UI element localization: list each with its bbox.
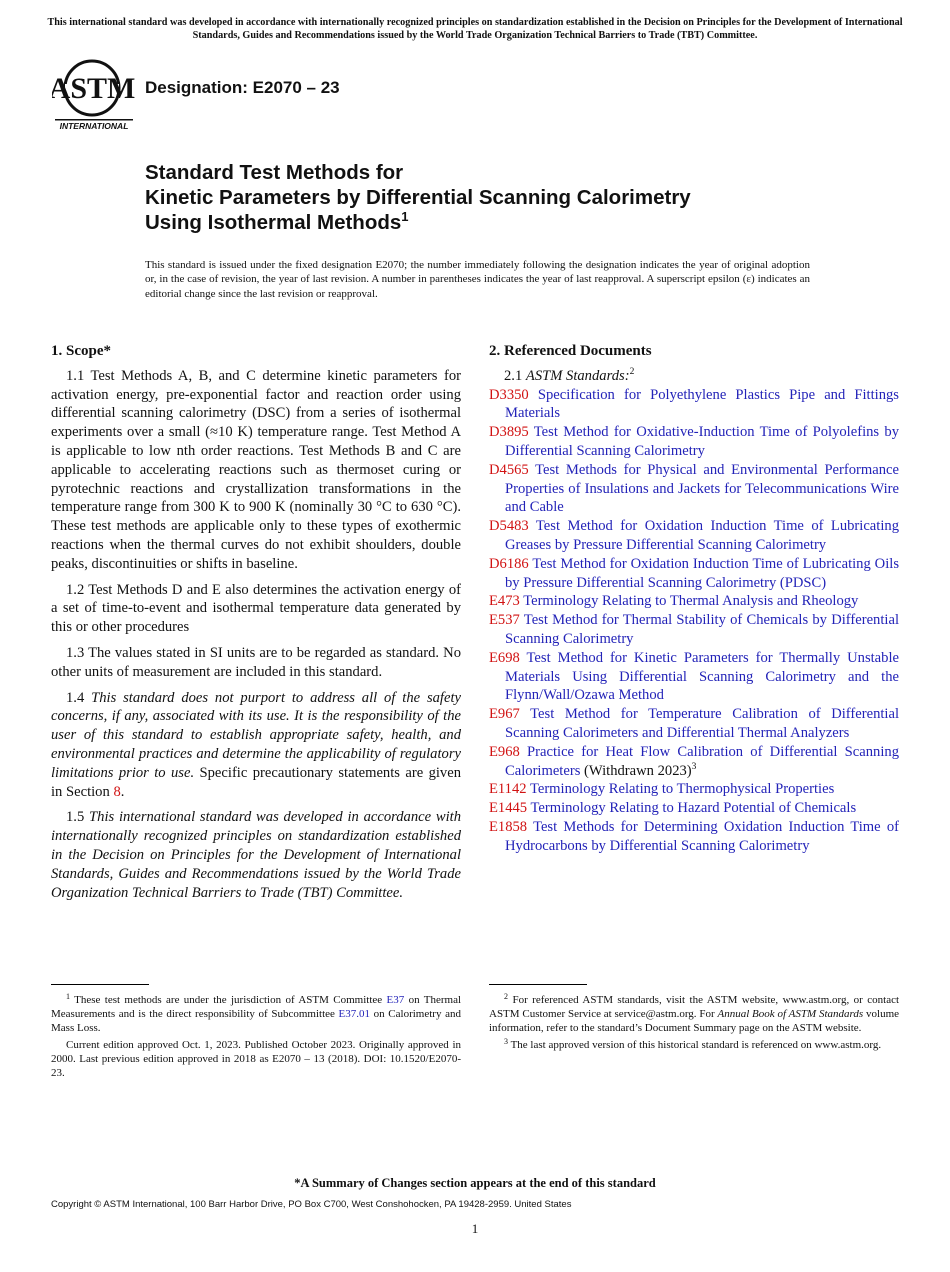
reference-title-link[interactable]: Test Methods for Physical and Environmental Performance Properties of Insulations and Jackets for Telecommunications Wire and Cable <box>505 461 899 516</box>
document-title <box>145 160 845 235</box>
scope-paragraph-1-4: 1.4 This standard does not purport to address all of the safety concerns, if any, associated with its use. It is the responsibility of the user of this standard to establish appropriate safety, health, and environmental practices and determine the applicability of regulatory limitations prior to use. Specific precautionary statements are given in Section 8. <box>51 689 461 800</box>
references-heading: 2. Referenced Documents <box>489 343 652 359</box>
reference-title-link[interactable]: Terminology Relating to Thermal Analysis and Rheology <box>523 593 859 610</box>
reference-code-link[interactable]: D5483 <box>489 518 529 535</box>
footnote-1: $^1$ These test methods are under the jurisdiction of ASTM Committee E37 on Thermal Measurements and is the direct responsibility of Subcommittee E37.01 on Calorimetry and Mass Loss. <box>51 992 462 1034</box>
reference-code-link[interactable]: D6186 <box>489 555 529 572</box>
reference-title-link[interactable]: Test Method for Oxidation Induction Time of Lubricating Oils by Pressure Differential Scanning Calorimetry (PDSC) <box>505 555 899 591</box>
svg-text:INTERNATIONAL: INTERNATIONAL <box>59 121 129 131</box>
reference-title-link[interactable]: Test Method for Kinetic Parameters for Thermally Unstable Materials Using Differential Scanning Calorimetry and the Flynn/Wall/Ozawa Method <box>505 649 899 704</box>
reference-item[interactable] <box>489 592 899 611</box>
designation: Designation: E2070 – 23 <box>145 78 340 97</box>
scope-paragraph-1-5: 1.5 This international standard was developed in accordance with internationally recognized principles on standardization established in the Decision on Principles for the Development of International Standards, Guides and Recommendations issued by the World Trade Organization Technical Barriers to Trade (TBT) Committee. <box>51 809 462 901</box>
footnotes-right <box>489 993 899 1055</box>
title-line-3: Using Isothermal Methods$^1$ <box>145 209 409 234</box>
reference-item[interactable] <box>489 705 899 743</box>
astm-logo <box>52 58 136 132</box>
reference-title-link[interactable]: Terminology Relating to Thermophysical Properties <box>529 781 835 798</box>
reference-footnote-ref: 3 <box>691 761 697 772</box>
reference-code-link[interactable]: E968 <box>489 743 520 760</box>
astm-logo-icon <box>52 58 136 132</box>
reference-status: (Withdrawn 2023) <box>580 762 692 779</box>
scope-column <box>51 342 461 909</box>
reference-title-link[interactable]: Terminology Relating to Hazard Potential of Chemicals <box>530 800 857 817</box>
reference-item[interactable] <box>489 555 899 593</box>
footnote-divider-left <box>51 984 149 985</box>
reference-code-link[interactable]: E1445 <box>489 800 528 817</box>
reference-item[interactable] <box>489 743 899 781</box>
reference-item[interactable] <box>489 649 899 705</box>
reference-item[interactable] <box>489 799 899 818</box>
svg-text:ASTM: ASTM <box>52 72 136 105</box>
reference-item[interactable] <box>489 611 899 649</box>
reference-item[interactable] <box>489 517 899 555</box>
scope-paragraph-1-3: 1.3 The values stated in SI units are to be regarded as standard. No other units of measurement are included in this standard. <box>51 644 461 680</box>
page-number: 1 <box>471 1221 479 1236</box>
copyright-line: Copyright © ASTM International, 100 Barr Harbor Drive, PO Box C700, West Conshohocken, PA 19428-2959. United States <box>51 1199 572 1210</box>
footnote-2: $^2$ For referenced ASTM standards, visit the ASTM website, www.astm.org, or contact ASTM Customer Service at service@astm.org. For Annual Book of ASTM Standards volume information, refer to the standard’s Document Summary page on the ASTM website. <box>489 992 900 1034</box>
references-column <box>489 342 899 856</box>
reference-code-link[interactable]: E473 <box>489 593 520 610</box>
astm-standards-subheading: 2.1 ASTM Standards:$^2$ <box>504 366 635 384</box>
reference-item[interactable] <box>489 423 899 461</box>
reference-item[interactable] <box>489 780 899 799</box>
reference-title-link[interactable]: Test Method for Temperature Calibration of Differential Scanning Calorimeters and Differential Thermal Analyzers <box>505 706 900 741</box>
footnotes-left <box>51 993 461 1083</box>
title-line-2: Kinetic Parameters by Differential Scanning Calorimetry <box>145 186 691 209</box>
title-footnote-ref: 1 <box>401 209 409 224</box>
reference-item[interactable] <box>489 461 899 517</box>
scope-heading: 1. Scope* <box>51 343 111 359</box>
reference-code-link[interactable]: E1142 <box>489 781 527 798</box>
footnote-divider-right <box>489 984 587 985</box>
reference-title-link[interactable]: Specification for Polyethylene Plastics Pipe and Fittings Materials <box>505 386 899 422</box>
reference-code-link[interactable]: E1858 <box>489 818 528 835</box>
reference-code-link[interactable]: D3895 <box>489 424 529 441</box>
section-8-link[interactable]: 8 <box>113 783 121 800</box>
reference-title-link[interactable]: Test Method for Oxidation Induction Time of Lubricating Greases by Pressure Differential Scanning Calorimetry <box>505 518 899 553</box>
top-notice: This international standard was developed in accordance with internationally recognized principles on standardization established in the Decision on Principles for the Development of International Standards, Guides and Recommendations issued by the World Trade Organization Technical Barriers to Trade (TBT) Committee. <box>47 17 903 41</box>
edition-note: Current edition approved Oct. 1, 2023. Published October 2023. Originally approved in 2000. Last previous edition approved in 2018 as E2070 – 13 (2018). DOI: 10.1520/E2070-23. <box>51 1039 461 1079</box>
reference-code-link[interactable]: D3350 <box>489 386 529 403</box>
reference-code-link[interactable]: E967 <box>489 706 520 723</box>
scope-paragraph-1-2: 1.2 Test Methods D and E also determines the activation energy of a set of time-to-event and isothermal temperature data generated by this or other procedures <box>51 581 461 636</box>
scope-paragraph-1-1: 1.1 Test Methods A, B, and C determine kinetic parameters for activation energy, pre-exponential factor and reaction order using differential scanning calorimetry (DSC) from a series of isothermal experiments over a small (≈10 K) temperature range. Test Method A is applicable to low nth order reactions. Test Methods B and C are applicable to accelerating reactions such as thermoset curing or pyrotechnic reactions and crystallization transformations in the temperature range from 300 K to 900 K (nominally 30 °C to 630 °C). These test methods are applicable only to these types of exothermic reactions when the thermal curves do not exhibit shoulders, double peaks, discontinuities or shifts in baseline. <box>51 367 461 572</box>
reference-title-link[interactable]: Test Method for Oxidative-Induction Time of Polyolefins by Differential Scanning Calorimetry <box>505 424 900 459</box>
reference-item[interactable] <box>489 386 899 424</box>
reference-title-link[interactable]: Test Methods for Determining Oxidation Induction Time of Hydrocarbons by Differential Scanning Calorimetry <box>505 818 899 854</box>
footnote-3: $^3$ The last approved version of this historical standard is referenced on www.astm.org. <box>504 1037 882 1051</box>
reference-title-link[interactable]: Practice for Heat Flow Calibration of Differential Scanning Calorimeters <box>505 743 899 779</box>
reference-code-link[interactable]: D4565 <box>489 461 529 478</box>
reference-code-link[interactable]: E537 <box>489 612 520 629</box>
reference-title-link[interactable]: Test Method for Thermal Stability of Chemicals by Differential Scanning Calorimetry <box>505 612 899 647</box>
reference-list <box>489 386 899 856</box>
reference-item[interactable] <box>489 818 899 856</box>
summary-of-changes-note: *A Summary of Changes section appears at the end of this standard <box>294 1176 656 1190</box>
title-line-1: Standard Test Methods for <box>145 161 404 184</box>
reference-code-link[interactable]: E698 <box>489 649 520 666</box>
issue-note: This standard is issued under the fixed designation E2070; the number immediately following the designation indicates the year of original adoption or, in the case of revision, the year of last revision. A number in parentheses indicates the year of last reapproval. A superscript epsilon (ε) indicates an editorial change since the last revision or reapproval. <box>145 259 810 300</box>
subcommittee-e37-01-link[interactable]: E37.01 <box>338 1008 371 1020</box>
committee-e37-link[interactable]: E37 <box>386 994 405 1006</box>
